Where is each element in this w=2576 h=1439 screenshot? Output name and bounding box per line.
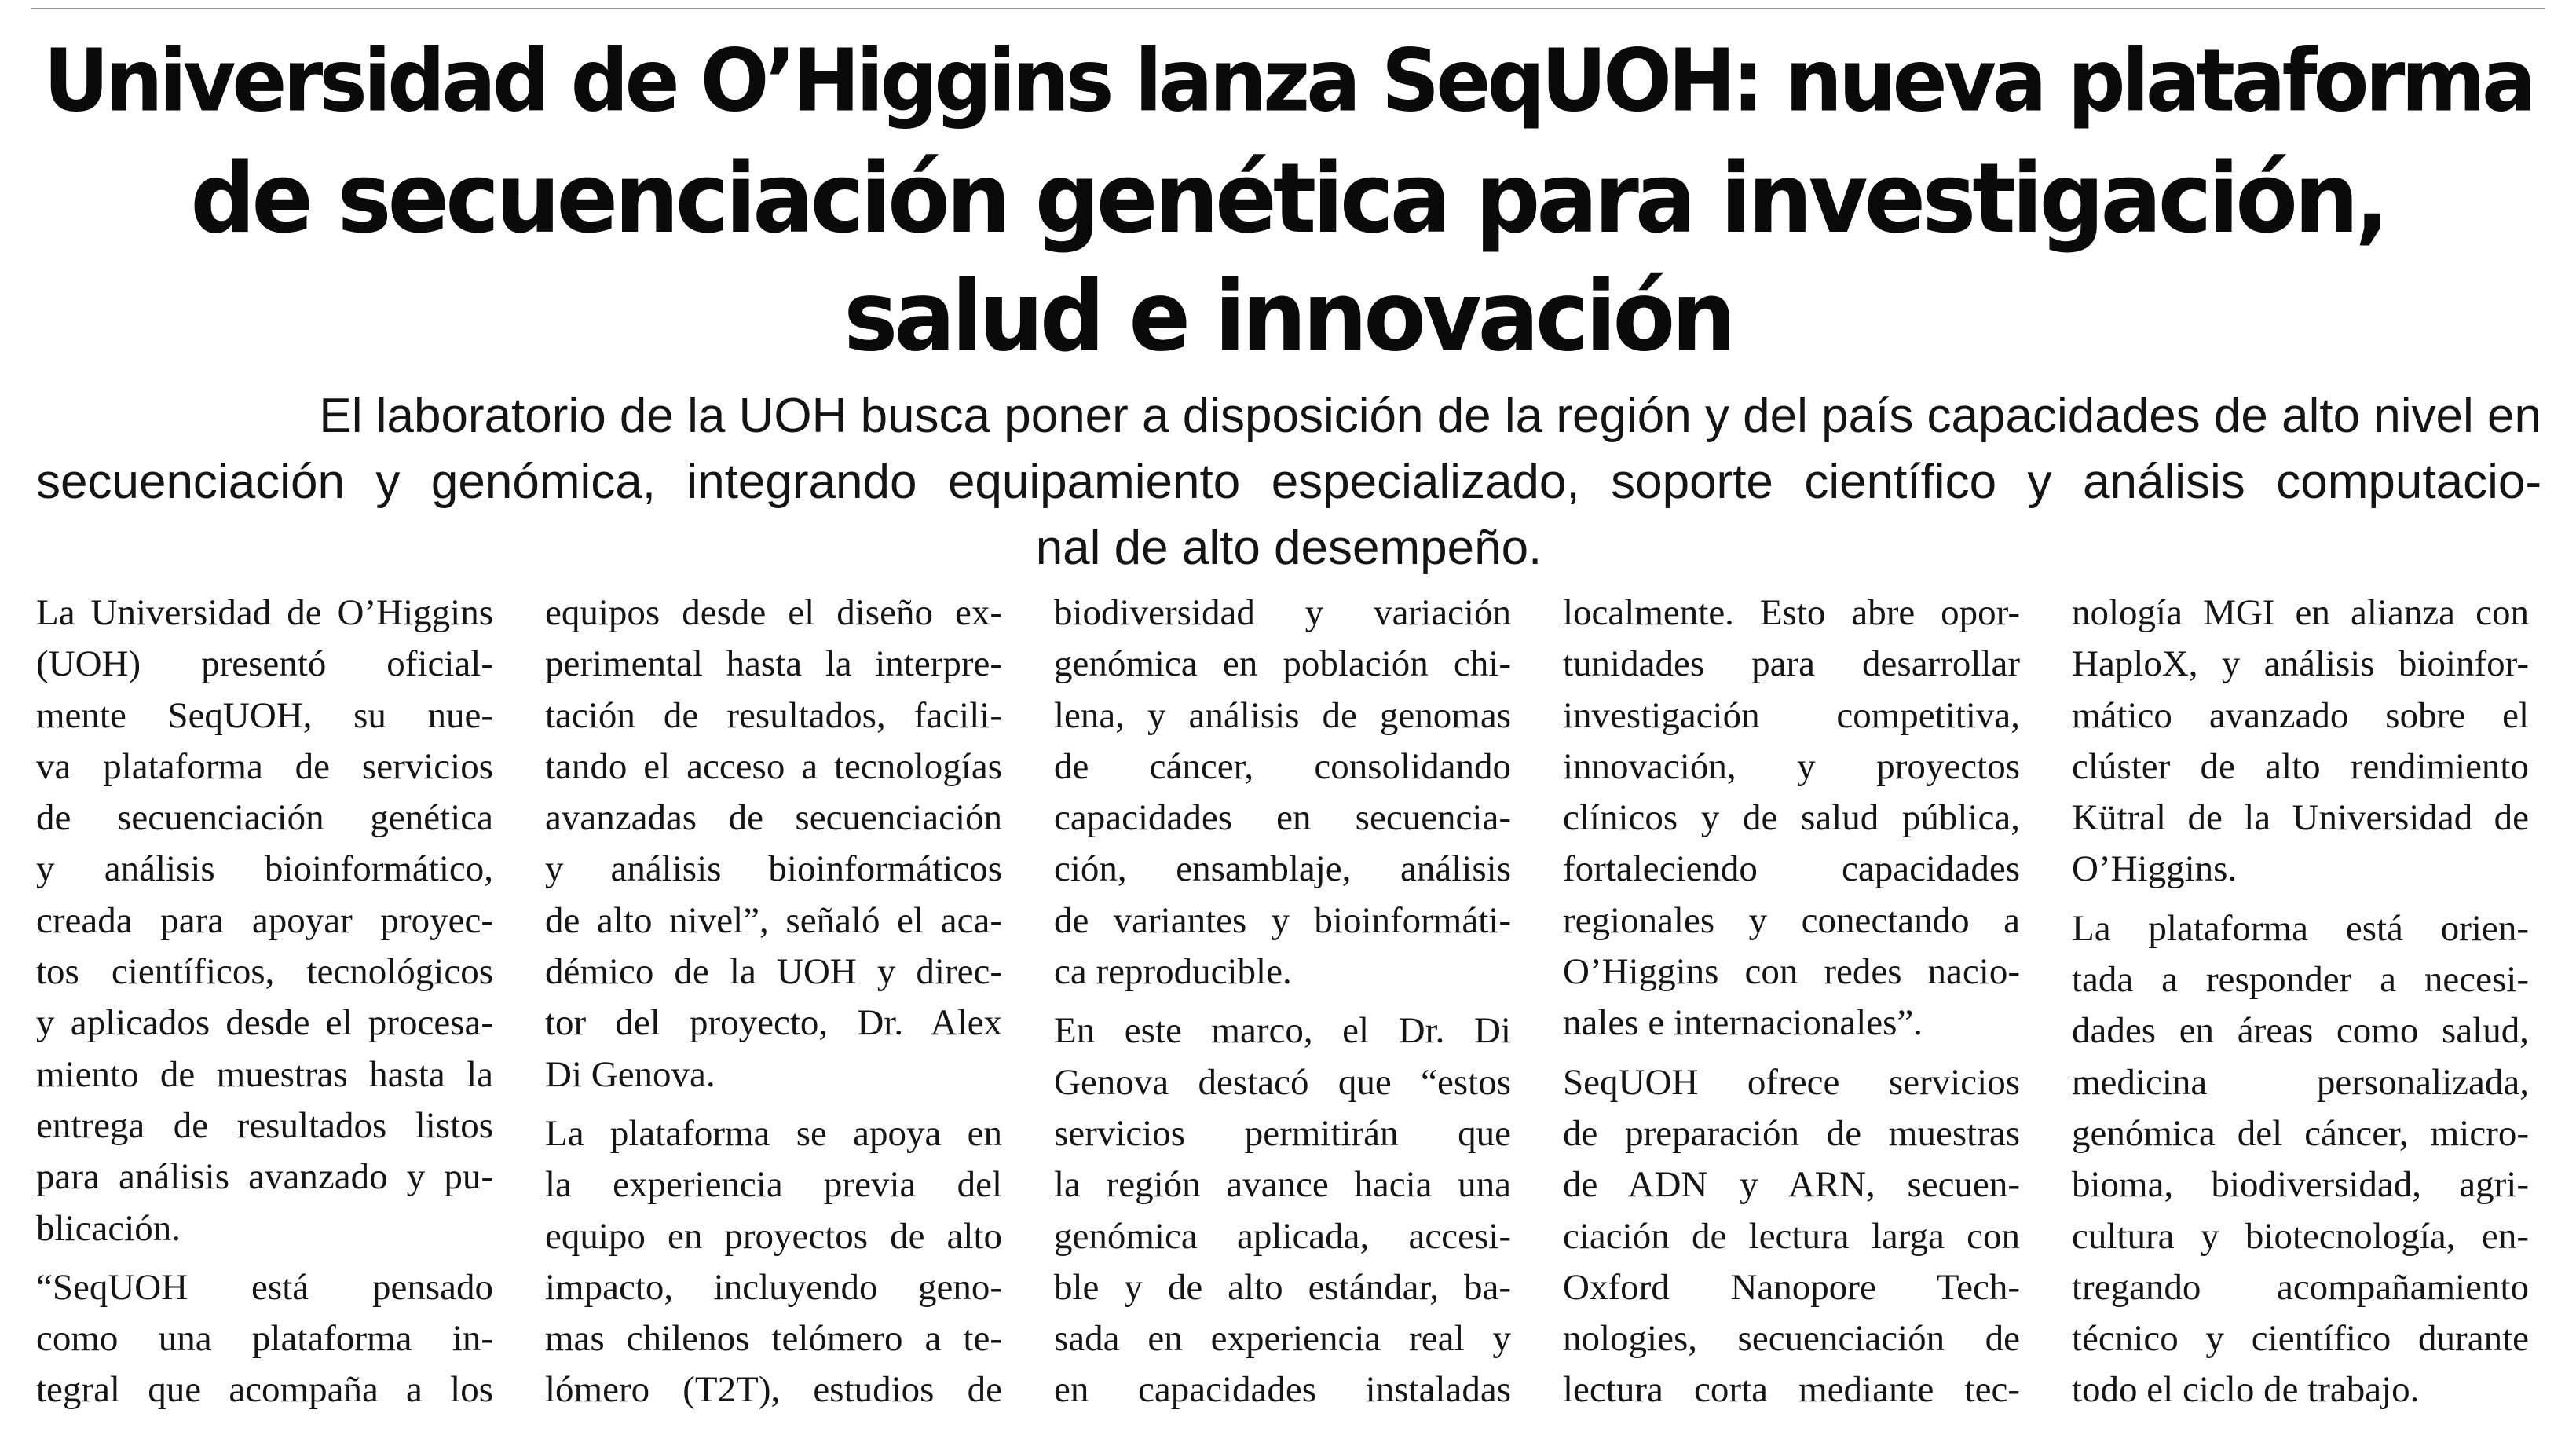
headline-line-3: salud e innovación [843,261,1733,374]
body-text-line: blicación. [36,1207,181,1249]
article-column-1 [36,588,493,1416]
body-text-line: En este marco, el Dr. Di [1054,1010,1511,1052]
body-text-line: la experiencia previa del [545,1164,1002,1206]
article-column-5 [2072,588,2529,1416]
article-headline [31,22,2545,377]
body-text-line: Genova destacó que “estos [1054,1061,1511,1103]
body-text-line: (UOH) presentó oficial- [36,643,493,685]
body-text-line: O’Higgins. [2072,848,2238,890]
body-text-line: lectura corta mediante tec- [1563,1369,2020,1411]
body-text-line: sada en experiencia real y [1054,1318,1511,1360]
body-text-line: HaploX, y análisis bioinfor- [2072,643,2529,685]
body-text-line: tando el acceso a tecnologías [545,745,1002,787]
body-text-line: cultura y biotecnología, en- [2072,1215,2529,1257]
body-text-line: La plataforma está orien- [2072,907,2529,949]
body-text-line: mas chilenos telómero a te- [545,1318,1002,1360]
body-text-line: fortaleciendo capacidades [1563,848,2020,890]
body-text-line: Di Genova. [545,1053,715,1095]
body-text-line: localmente. Esto abre opor- [1563,592,2020,633]
body-text-line: mático avanzado sobre el [2072,694,2529,736]
body-text-line: bioma, biodiversidad, agri- [2072,1164,2529,1206]
body-text-line: La plataforma se apoya en [545,1112,1002,1154]
deck-line-1: El laboratorio de la UOH busca poner a disposición de la región y del país capacidades de alto nivel en [319,389,2541,443]
body-text-line: nología MGI en alianza con [2072,592,2529,633]
body-text-line: nologies, secuenciación de [1563,1318,2020,1360]
body-text-line: de variantes y bioinformáti- [1054,899,1511,941]
body-text-line: ble y de alto estándar, ba- [1054,1266,1511,1308]
body-text-line: O’Higgins con redes nacio- [1563,951,2020,993]
body-text-line: investigación competitiva, [1563,694,2020,736]
body-text-line: nales e internacionales”. [1563,1002,1923,1044]
body-text-line: de alto nivel”, señaló el aca- [545,899,1002,941]
body-text-line: tos científicos, tecnológicos [36,951,493,993]
body-text-line: técnico y científico durante [2072,1318,2529,1360]
body-text-line: servicios permitirán que [1054,1112,1511,1154]
body-text-line: como una plataforma in- [36,1318,493,1360]
article-deck [36,383,2541,581]
body-text-line: de ADN y ARN, secuen- [1563,1164,2020,1206]
body-text-line: “SeqUOH está pensado [36,1266,493,1308]
paragraph-gap [545,1100,1002,1108]
body-text-line: La Universidad de O’Higgins [36,592,493,633]
body-text-line: Kütral de la Universidad de [2072,797,2529,839]
body-text-line: equipo en proyectos de alto [545,1215,1002,1257]
body-text-line: démico de la UOH y direc- [545,951,1002,993]
body-text-line: ciación de lectura larga con [1563,1215,2020,1257]
body-text-line: lómero (T2T), estudios de [545,1369,1002,1411]
body-text-line: dades en áreas como salud, [2072,1010,2529,1052]
body-text-line: mente SeqUOH, su nue- [36,694,493,736]
body-text-line: innovación, y proyectos [1563,745,2020,787]
body-text-line: avanzadas de secuenciación [545,797,1002,839]
headline-line-2: de secuenciación genética para investigación, [190,142,2386,255]
body-text-line: tación de resultados, facili- [545,694,1002,736]
paragraph-gap [1563,1049,2020,1057]
body-text-line: genómica en población chi- [1054,643,1511,685]
body-text-line: creada para apoyar proyec- [36,899,493,941]
body-text-line: medicina personalizada, [2072,1061,2529,1103]
body-text-line: SeqUOH ofrece servicios [1563,1061,2020,1103]
body-text-line: equipos desde el diseño ex- [545,592,1002,633]
body-text-line: Oxford Nanopore Tech- [1563,1266,2020,1308]
body-text-line: genómica del cáncer, micro- [2072,1112,2529,1154]
body-text-line: de cáncer, consolidando [1054,745,1511,787]
body-text-line: y aplicados desde el procesa- [36,1002,493,1044]
body-text-line: en capacidades instaladas [1054,1369,1511,1411]
body-text-line: impacto, incluyendo geno- [545,1266,1002,1308]
body-text-line: para análisis avanzado y pu- [36,1156,493,1198]
body-text-line: capacidades en secuencia- [1054,797,1511,839]
body-text-line: la región avance hacia una [1054,1164,1511,1206]
body-text-line: de secuenciación genética [36,797,493,839]
headline-line-1: Universidad de O’Higgins lanza SeqUOH: nueva plataforma [43,31,2533,131]
body-text-line: va plataforma de servicios [36,745,493,787]
body-text-line: tunidades para desarrollar [1563,643,2020,685]
article-column-3 [1054,588,1511,1416]
body-text-line: clínicos y de salud pública, [1563,797,2020,839]
body-text-line: biodiversidad y variación [1054,592,1511,633]
body-text-line: todo el ciclo de trabajo. [2072,1369,2420,1411]
body-text-line: ción, ensamblaje, análisis [1054,848,1511,890]
body-text-line: miento de muestras hasta la [36,1053,493,1095]
body-text-line: ca reproducible. [1054,951,1292,993]
body-text-line: y análisis bioinformáticos [545,848,1002,890]
body-text-line: perimental hasta la interpre- [545,643,1002,685]
body-text-line: regionales y conectando a [1563,899,2020,941]
paragraph-gap [36,1254,493,1262]
body-text-line: de preparación de muestras [1563,1112,2020,1154]
body-text-line: entrega de resultados listos [36,1104,493,1146]
deck-line-3: nal de alto desempeño. [1035,521,1542,575]
body-text-line: lena, y análisis de genomas [1054,694,1511,736]
body-text-line: tor del proyecto, Dr. Alex [545,1002,1002,1044]
article-column-2 [545,588,1002,1416]
body-text-line: tregando acompañamiento [2072,1266,2529,1308]
deck-line-2: secuenciación y genómica, integrando equipamiento especializado, soporte científico y análisis computacio- [36,455,2541,509]
body-text-line: genómica aplicada, accesi- [1054,1215,1511,1257]
body-text-line: clúster de alto rendimiento [2072,745,2529,787]
article-column-4 [1563,588,2020,1416]
paragraph-gap [2072,895,2529,903]
body-text-line: tada a responder a necesi- [2072,959,2529,1001]
body-text-line: tegral que acompaña a los [36,1369,493,1411]
body-text-line: y análisis bioinformático, [36,848,493,890]
paragraph-gap [1054,998,1511,1005]
top-rule [31,8,2545,9]
